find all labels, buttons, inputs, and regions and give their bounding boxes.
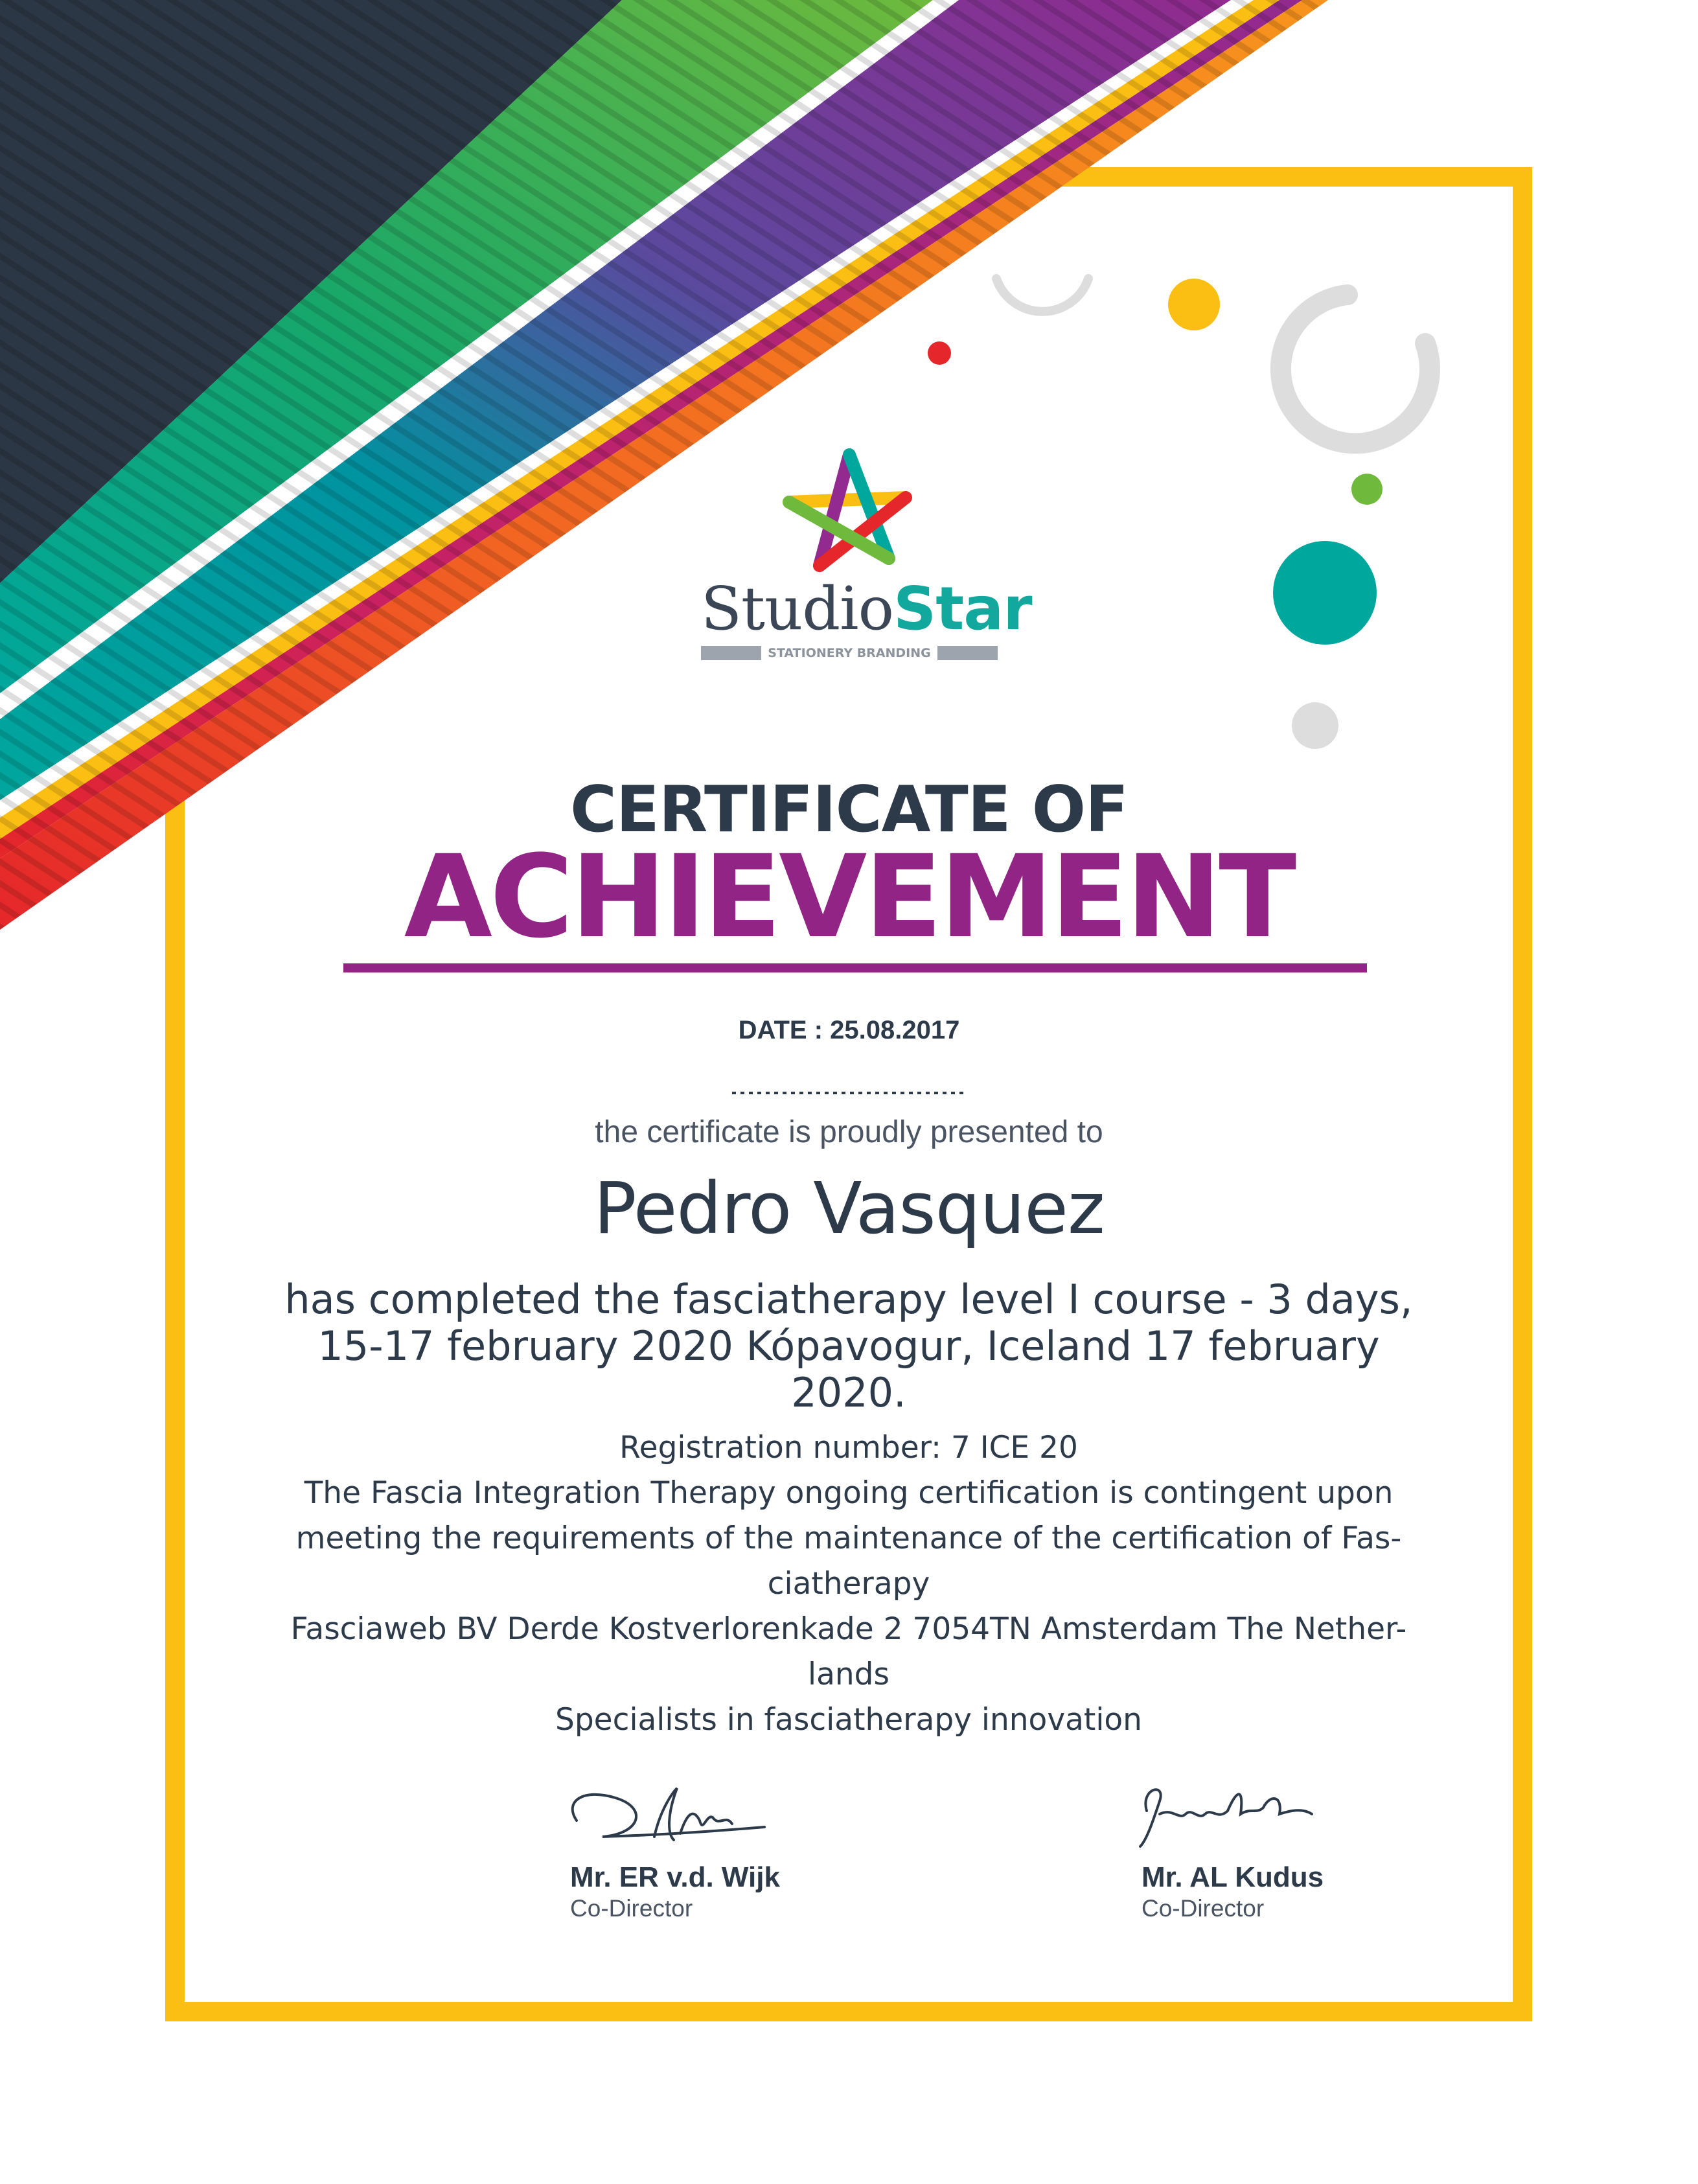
certificate-details bbox=[272, 1425, 1425, 1743]
star-logo-icon bbox=[789, 455, 906, 566]
registration-number: Registration number: 7 ICE 20 bbox=[619, 1430, 1078, 1466]
signature-1 bbox=[573, 1788, 764, 1840]
decorative-circles bbox=[928, 279, 1430, 749]
company-slogan: Specialists in fasciatherapy innovation bbox=[555, 1702, 1142, 1738]
signer-role: Co-Director bbox=[1142, 1895, 1265, 1922]
company-address: Fasciaweb BV Derde Kostverlorenkade 2 7054TN Amsterdam The Nether-lands bbox=[290, 1611, 1407, 1692]
signature-block-1 bbox=[570, 1861, 780, 1923]
brand-name-part1: Studio bbox=[701, 574, 893, 643]
brand-tagline-text: STATIONERY BRANDING bbox=[761, 645, 937, 661]
signer-role: Co-Director bbox=[570, 1895, 693, 1922]
certificate-date: DATE : 25.08.2017 bbox=[738, 1016, 960, 1044]
signature-2 bbox=[1140, 1789, 1312, 1846]
signer-name: Mr. ER v.d. Wijk bbox=[570, 1861, 780, 1893]
signature-block-2 bbox=[1142, 1861, 1324, 1923]
certificate-title-line2: ACHIEVEMENT bbox=[404, 831, 1294, 963]
signer-name: Mr. AL Kudus bbox=[1142, 1861, 1324, 1893]
title-underline bbox=[343, 963, 1367, 972]
brand-tagline bbox=[701, 645, 998, 661]
brand-name bbox=[701, 574, 1032, 654]
presented-text: the certificate is proudly presented to bbox=[595, 1115, 1103, 1149]
certificate-title-line1: CERTIFICATE OF bbox=[570, 773, 1128, 847]
certification-note: The Fascia Integration Therapy ongoing certification is contingent upon meeting the requirements of the maintenance of the certification of Fas-ciatherapy bbox=[295, 1475, 1402, 1602]
course-description: has completed the fasciatherapy level I course - 3 days, 15-17 february 2020 Kópavogur, Iceland 17 february 2020. bbox=[284, 1276, 1413, 1416]
recipient-name: Pedro Vasquez bbox=[593, 1167, 1105, 1250]
brand-name-part2: Star bbox=[893, 574, 1032, 643]
